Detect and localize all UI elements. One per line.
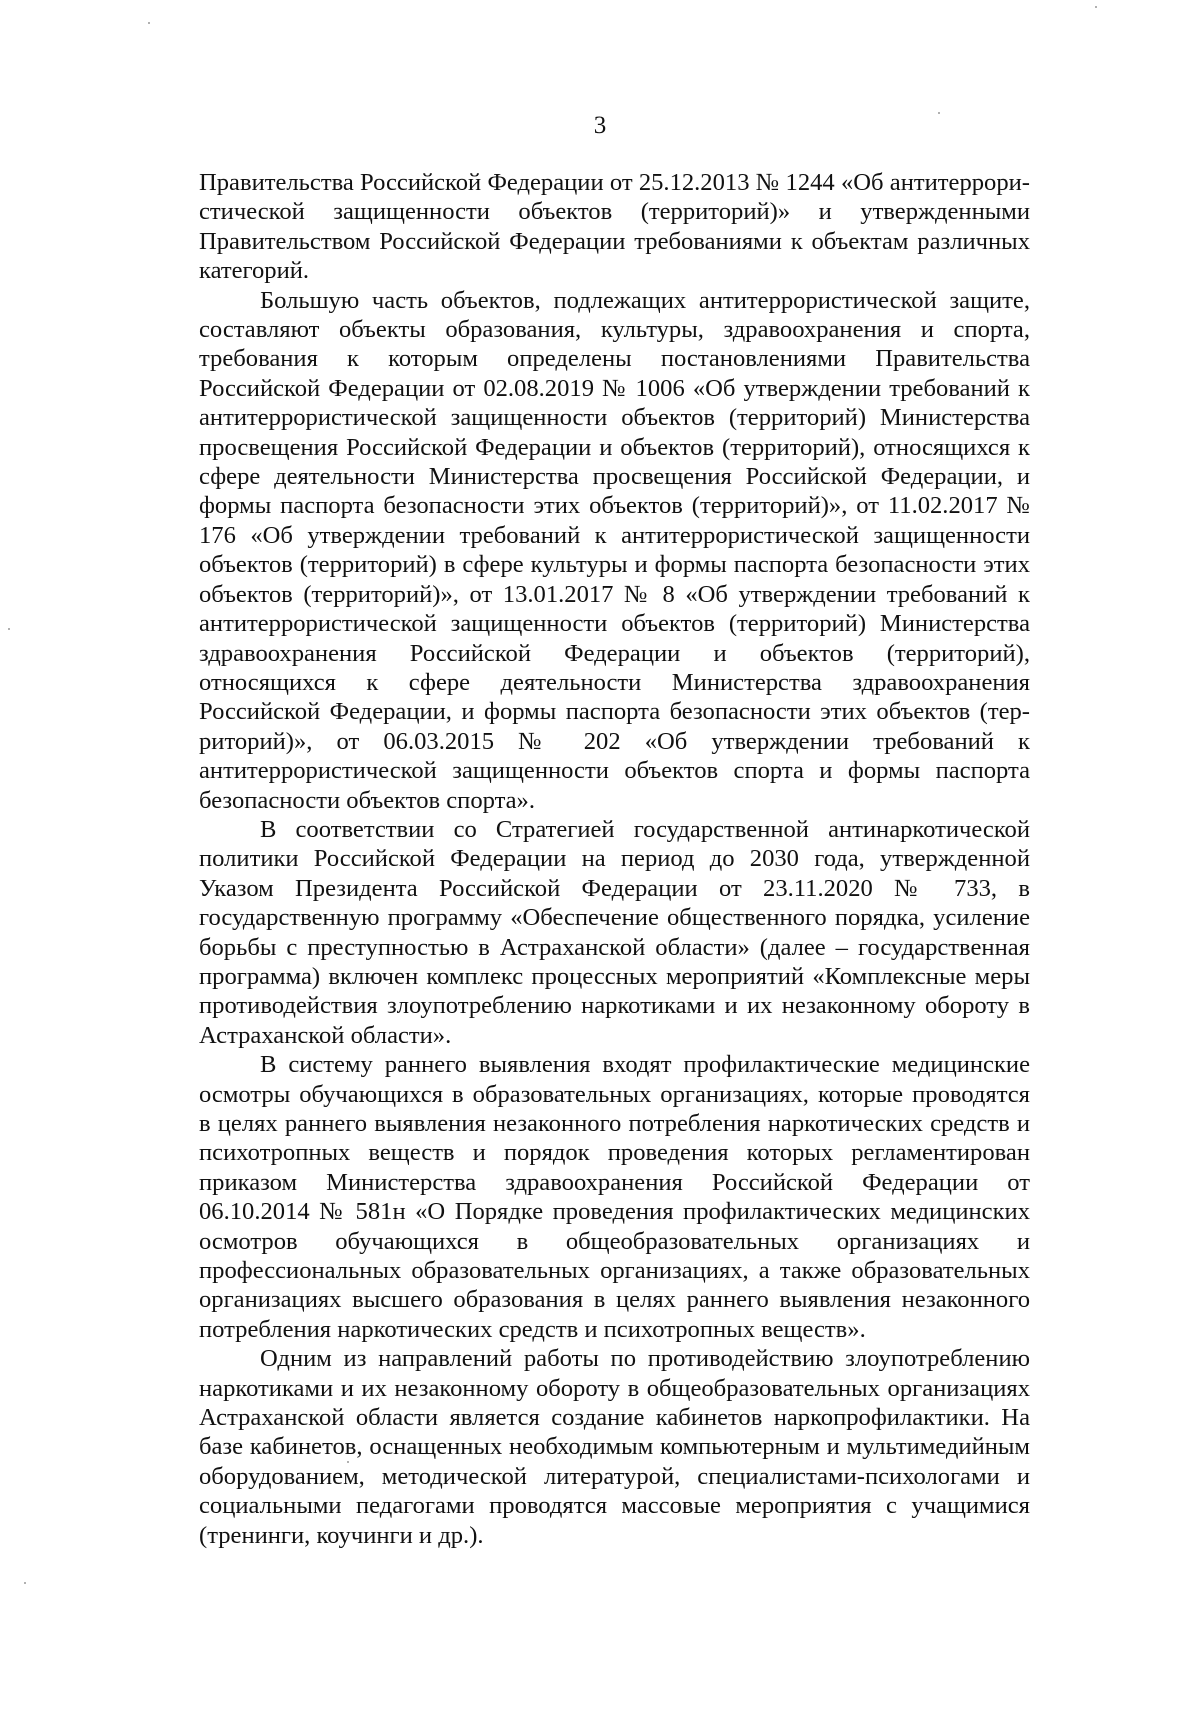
paragraph: Большую часть объектов, подлежащих антитеррористической защите, составляют объекты образования, культуры, здравоохранения и спорта, требования к которым определены постановлениями Правительства Российской Федерации от 02.08.2019 № 1006 «Об утверждении требований к антитеррористической защищенности объектов (территорий) Министерства просвещения Российской Федерации и объектов (территорий), относящихся к сфере деятельности Министерства просвещения Российской Федерации, и формы паспорта безопасности этих объектов (территорий)», от 11.02.2017 № 176 «Об утверждении требований к антитеррористической защищенности объектов (территорий) в сфере культуры и формы паспорта безопасности этих объектов (территорий)», от 13.01.2017 № 8 «Об утверждении требований к антитеррористической защищенности объектов (территорий) Министерства здравоохранения Российской Федерации и объектов (территорий), относящихся к сфере деятельности Министерства здравоохранения Российской Федерации, и формы паспорта безопасности этих объектов (территорий)», от 06.03.2015 № 202 «Об утверждении требований к антитеррористической защищенности объектов спорта и формы паспорта безопасности объектов спорта». <box>199 286 1030 814</box>
paragraph: Одним из направлений работы по противодействию злоупотреблению наркотиками и их незаконному обороту в общеобразовательных организациях Астраханской области является создание кабинетов наркопрофилактики. На базе кабинетов, оснащенных необходимым компьютерным и мультимедийным оборудованием, методической литературой, специалистами-психологами и социальными педагогами проводятся массовые мероприятия с учащимися (тренинги, коучинги и др.). <box>199 1345 1030 1549</box>
paragraph: В систему раннего выявления входят профилактические медицинские осмотры обучающихся в образовательных организациях, которые проводятся в целях раннего выявления незаконного потребления наркотических средств и психотропных веществ и порядок проведения которых регламентирован приказом Министерства здравоохранения Российской Федерации от 06.10.2014 № 581н «О Порядке проведения профилактических медицинских осмотров обучающихся в общеобразовательных организациях и профессиональных образовательных организациях, а также образовательных организациях высшего образования в целях раннего выявления незаконного потребления наркотических средств и психотропных веществ». <box>199 1051 1030 1343</box>
scan-speck <box>1095 6 1097 8</box>
paragraph: Правительства Российской Федерации от 25.12.2013 № 1244 «Об антитеррористической защищенности объектов (территорий)» и утвержденными Правительством Российской Федерации требованиями к объектам различных категорий. <box>199 169 1030 285</box>
scan-speck <box>148 22 150 24</box>
document-body <box>199 168 1030 1550</box>
paragraph: В соответствии со Стратегией государственной антинаркотической политики Российской Федерации на период до 2030 года, утвержденной Указом Президента Российской Федерации от 23.11.2020 № 733, в государственную программу «Обеспечение общественного порядка, усиление борьбы с преступностью в Астраханской области» (далее – государственная программа) включен комплекс процессных мероприятий «Комплексные меры противодействия злоупотреблению наркотиками и их незаконному обороту в Астраханской области». <box>199 815 1030 1049</box>
scan-speck <box>24 1582 26 1584</box>
page-number: 3 <box>593 112 607 139</box>
scan-speck <box>8 628 10 630</box>
